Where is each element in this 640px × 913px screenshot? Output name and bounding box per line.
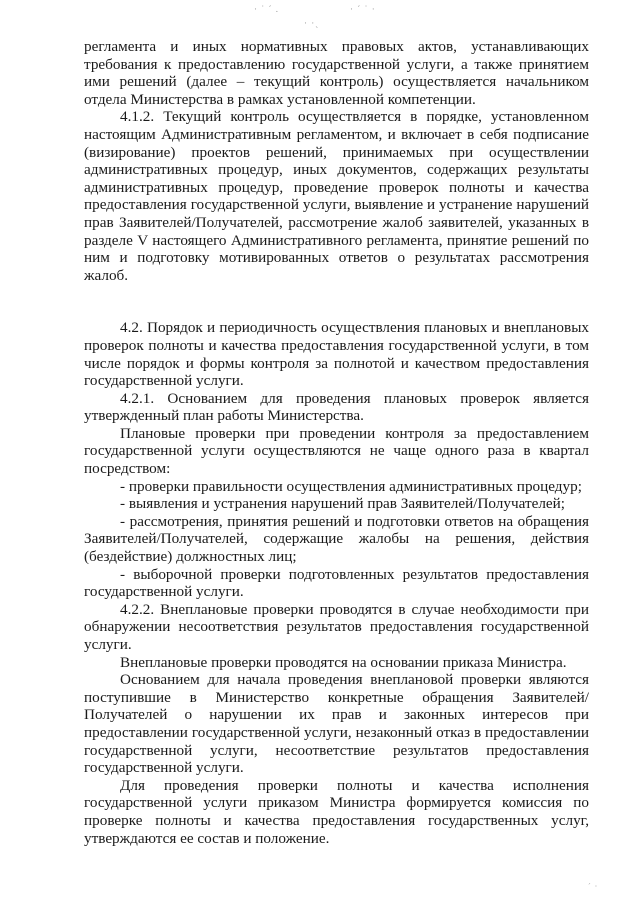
paragraph-4-2-2: 4.2.2. Внеплановые проверки проводятся в случае необходимости при обнаружении несоответствия результатов предоставления государственной услуги.: [84, 600, 589, 653]
list-item-procedures: - проверки правильности осуществления административных процедур;: [120, 477, 582, 495]
list-item-violations: - выявления и устранения нарушений прав Заявителей/Получателей;: [120, 495, 566, 513]
list-item-complaints: - рассмотрения, принятия решений и подготовки ответов на обращения Заявителей/Получателей, содержащие жалобы на решения, действия (бездействие) должностных лиц;: [84, 512, 589, 566]
paragraph-minister-order: Внеплановые проверки проводятся на основании приказа Министра.: [120, 653, 567, 671]
paragraph-4-1-2: 4.1.2. Текущий контроль осуществляется в порядке, установленном настоящим Административным регламентом, и включает в себя подписание (визирование) проектов решений, принимаемых при осуществлении административных процедур, иных документов, содержащих результаты административных процедур, проведение проверок полноты и качества предоставления государственной услуги, выявление и устранение нарушений прав Заявителей/Получателей, рассмотрение жалоб заявителей, указанных в разделе V настоящего Административного регламента, принятие решений по ним и подготовку мотивированных ответов о результатах рассмотрения жалоб.: [84, 108, 589, 284]
scan-artifact: ˊ ·: [588, 882, 599, 891]
scan-artifact: · ˊ ˙ ·: [350, 4, 376, 14]
paragraph-planned-checks: Плановые проверки при проведении контроля за предоставлением государственной услуги осуществляются не чаще одного раза в квартал посредством:: [84, 424, 589, 478]
scan-artifact: · ·ˏ: [304, 18, 320, 28]
paragraph-commission: Для проведения проверки полноты и качества исполнения государственной услуги приказом Министра формируется комиссия по проверке полноты и качества предоставления государственных услуг, утверждаются ее состав и положение.: [84, 776, 589, 847]
section-heading-4-2: 4.2. Порядок и периодичность осуществления плановых и внеплановых проверок полноты и качества предоставления государственной услуги, в том числе порядок и формы контроля за полнотой и качеством предоставления государственной услуги.: [84, 319, 589, 390]
paragraph-unplanned-grounds: Основанием для начала проведения внеплановой проверки являются поступившие в Министерство конкретные обращения Заявителей/Получателей о нарушении их прав и законных интересов при предоставлении государственной услуги, незаконный отказ в предоставлении государственной услуги, несоответствие результатов предоставления государственной услуги.: [84, 671, 589, 777]
paragraph-4-2-1: 4.2.1. Основанием для проведения плановых проверок является утвержденный план работы Министерства.: [84, 389, 589, 425]
paragraph-continuation: регламента и иных нормативных правовых актов, устанавливающих требования к предоставлению государственной услуги, а также принятием ими решений (далее – текущий контроль) осуществляется начальником отдела Министерства в рамках установленной компетенции.: [84, 38, 589, 108]
document-body: [84, 38, 589, 847]
scan-artifact: · ˙ ˊ .: [254, 4, 279, 14]
list-item-selective-check: - выборочной проверки подготовленных результатов предоставления государственной услуги.: [84, 565, 589, 601]
